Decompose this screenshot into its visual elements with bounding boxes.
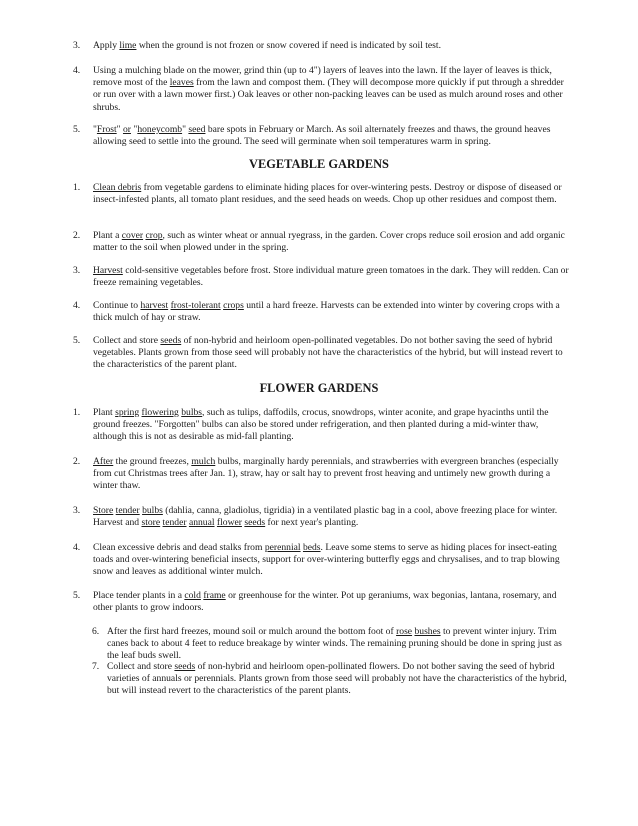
underlined-term: seeds (174, 661, 196, 672)
underlined-term: Harvest (93, 265, 123, 276)
text-run: the ground freezes, (113, 456, 192, 467)
underlined-term: tender (162, 517, 187, 529)
item-number: 3. (73, 505, 81, 516)
underlined-term: spring (115, 407, 140, 418)
text-run: Plant a (93, 230, 122, 241)
item-text (93, 407, 573, 444)
underlined-term: crops (223, 300, 244, 311)
item-number: 3. (73, 265, 81, 276)
text-run: Continue to (93, 300, 141, 311)
underlined-term: leaves (169, 77, 194, 89)
text-run: " (130, 124, 138, 135)
underlined-term: crop (145, 230, 163, 241)
section-heading-flower-gardens: FLOWER GARDENS (259, 381, 379, 395)
text-run: (dahlia, canna, gladiolus, tigridia) in a ventilated plastic bag in a cool, above freezing place for winter. Harvest and (93, 505, 558, 529)
item-text (93, 124, 573, 148)
item-number: 4. (73, 542, 81, 553)
text-run: Collect and store (93, 335, 161, 346)
item-number: 1. (73, 407, 81, 418)
item-number: 6. (92, 626, 100, 637)
item-text (93, 590, 573, 614)
item-number: 2. (73, 230, 81, 241)
item-text (93, 230, 573, 254)
underlined-term: frame (203, 590, 226, 601)
underlined-term: bulbs (142, 505, 163, 516)
text-run: of non-hybrid and heirloom open-pollinated flowers. Do not bother saving the seed of hybrid varieties of annuals or perennials. Plants grown from those seed will probably not have the characteristics of the hybrid, but will instead revert to the characteristics of the parent plants. (107, 661, 567, 697)
item-number: 5. (73, 124, 81, 135)
underlined-term: rose (396, 626, 413, 637)
item-number: 4. (73, 65, 81, 76)
underlined-term: honeycomb (137, 124, 183, 135)
text-run: " (93, 124, 97, 135)
underlined-term: cover (121, 230, 144, 241)
text-run: After the first hard freezes, mound soil or mulch around the bottom foot of (107, 626, 397, 637)
text-run: Place tender plants in a (93, 590, 185, 601)
text-run: bare spots in February or March. As soil alternately freezes and thaws, the ground heaves allowing seed to settle into the ground. The seed will germinate when soil temperatures warm in spring. (93, 124, 551, 148)
item-text (93, 265, 573, 289)
underlined-term: perennial (264, 542, 301, 553)
text-run: when the ground is not frozen or snow covered if need is indicated by soil test. (136, 40, 441, 51)
underlined-term: mulch (191, 456, 216, 467)
text-run: Apply (93, 40, 120, 51)
item-number: 1. (73, 182, 81, 193)
item-text (93, 456, 573, 493)
item-number: 2. (73, 456, 81, 467)
item-number: 5. (73, 335, 81, 346)
underlined-term: beds (302, 542, 321, 553)
underlined-term: Frost (96, 124, 117, 135)
text-run: " (116, 124, 123, 135)
text-run: , such as tulips, daffodils, crocus, snowdrops, winter aconite, and grape hyacinths until the ground freezes. "Forgotten" bulbs can also be stored under refrigeration, and then planted during a mid-winter thaw, although this is not as desirable as mid-fall planting. (93, 407, 549, 443)
section-heading-vegetable-gardens: VEGETABLE GARDENS (249, 157, 389, 171)
text-run: for next year's planting. (265, 517, 359, 529)
underlined-term: bulbs (181, 407, 203, 418)
item-number: 5. (73, 590, 81, 601)
underlined-term: seed (188, 124, 206, 135)
text-run: until a hard freeze. Harvests can be extended into winter by covering crops with a thick mulch of hay or straw. (93, 300, 560, 324)
item-text (107, 626, 573, 663)
underlined-term: tender (115, 505, 140, 516)
underlined-term: bushes (414, 626, 441, 637)
text-run: , such as winter wheat or annual ryegrass, in the garden. Cover crops reduce soil erosion and add organic matter to the soil when plowed under in the spring. (93, 230, 565, 254)
item-text (93, 335, 573, 372)
underlined-term: or (122, 124, 131, 135)
item-text (93, 182, 573, 206)
text-run: Using a mulching blade on the mower, grind thin (up to 4") layers of leaves into the lawn. If the layer of leaves is thick, remove most of the (93, 65, 552, 89)
text-run: from the lawn and compost them. (They will decompose more quickly if put through a shredder or run over with a lawn mower first.) Oak leaves or other non-packing leaves can be used as mulch around roses and other shrubs. (93, 77, 564, 113)
text-run: Clean excessive debris and dead stalks from (93, 542, 265, 553)
underlined-term: flowering (141, 407, 179, 418)
item-text (93, 40, 573, 52)
item-text (93, 505, 573, 529)
underlined-term: lime (119, 40, 137, 51)
text-run: to prevent winter injury. Trim canes back to about 4 feet to reduce breakage by winter winds. The remaining pruning should be done in spring just as the leaf buds swell. (107, 626, 562, 662)
underlined-term: frost-tolerant (170, 300, 221, 311)
item-number: 4. (73, 300, 81, 311)
text-run: bulbs, marginally hardy perennials, and strawberries with evergreen branches (especially from cut Christmas trees after Jan. 1), straw, hay or salt hay to prevent frost heaving and untimely new growth during a winter thaw. (93, 456, 559, 492)
underlined-term: seeds (244, 517, 266, 529)
text-run: . Leave some stems to serve as hiding places for insect-eating toads and over-wintering beneficial insects, support for over-wintering butterfly eggs and chrysalises, and to trap blowing snow and leaves as additional winter mulch. (93, 542, 560, 578)
underlined-term: Clean debris (93, 182, 142, 193)
underlined-term: harvest (140, 300, 169, 311)
text-run: Collect and store (107, 661, 175, 672)
text-run: Plant (93, 407, 116, 418)
text-run: " (182, 124, 189, 135)
text-run: from vegetable gardens to eliminate hiding places for over-wintering pests. Destroy or dispose of diseased or insect-infested plants, all tomato plant residues, and the seed heads on weeds. Chop up other residues and compost them. (93, 182, 562, 206)
underlined-term: After (93, 456, 114, 467)
item-text (93, 65, 573, 114)
underlined-term: cold (184, 590, 201, 601)
item-number: 7. (92, 661, 100, 672)
underlined-term: store (141, 517, 161, 529)
item-text (93, 300, 573, 324)
text-run: of non-hybrid and heirloom open-pollinated vegetables. Do not bother saving the seed of hybrid vegetables. Plants grown from those seed will probably not have the characteristics of the hybrid, but will instead revert to the characteristics of the parent plant. (93, 335, 563, 371)
underlined-term: flower (216, 517, 242, 529)
underlined-term: annual (188, 517, 215, 529)
text-run: or greenhouse for the winter. Pot up geraniums, wax begonias, lantana, rosemary, and other plants to grow indoors. (93, 590, 557, 614)
underlined-term: Store (93, 505, 114, 516)
underlined-term: seeds (160, 335, 182, 346)
item-number: 3. (73, 40, 81, 51)
text-run: cold-sensitive vegetables before frost. Store individual mature green tomatoes in the dark. They will redden. Can or freeze remaining vegetables. (93, 265, 569, 289)
item-text (93, 542, 573, 579)
item-text (107, 661, 573, 698)
